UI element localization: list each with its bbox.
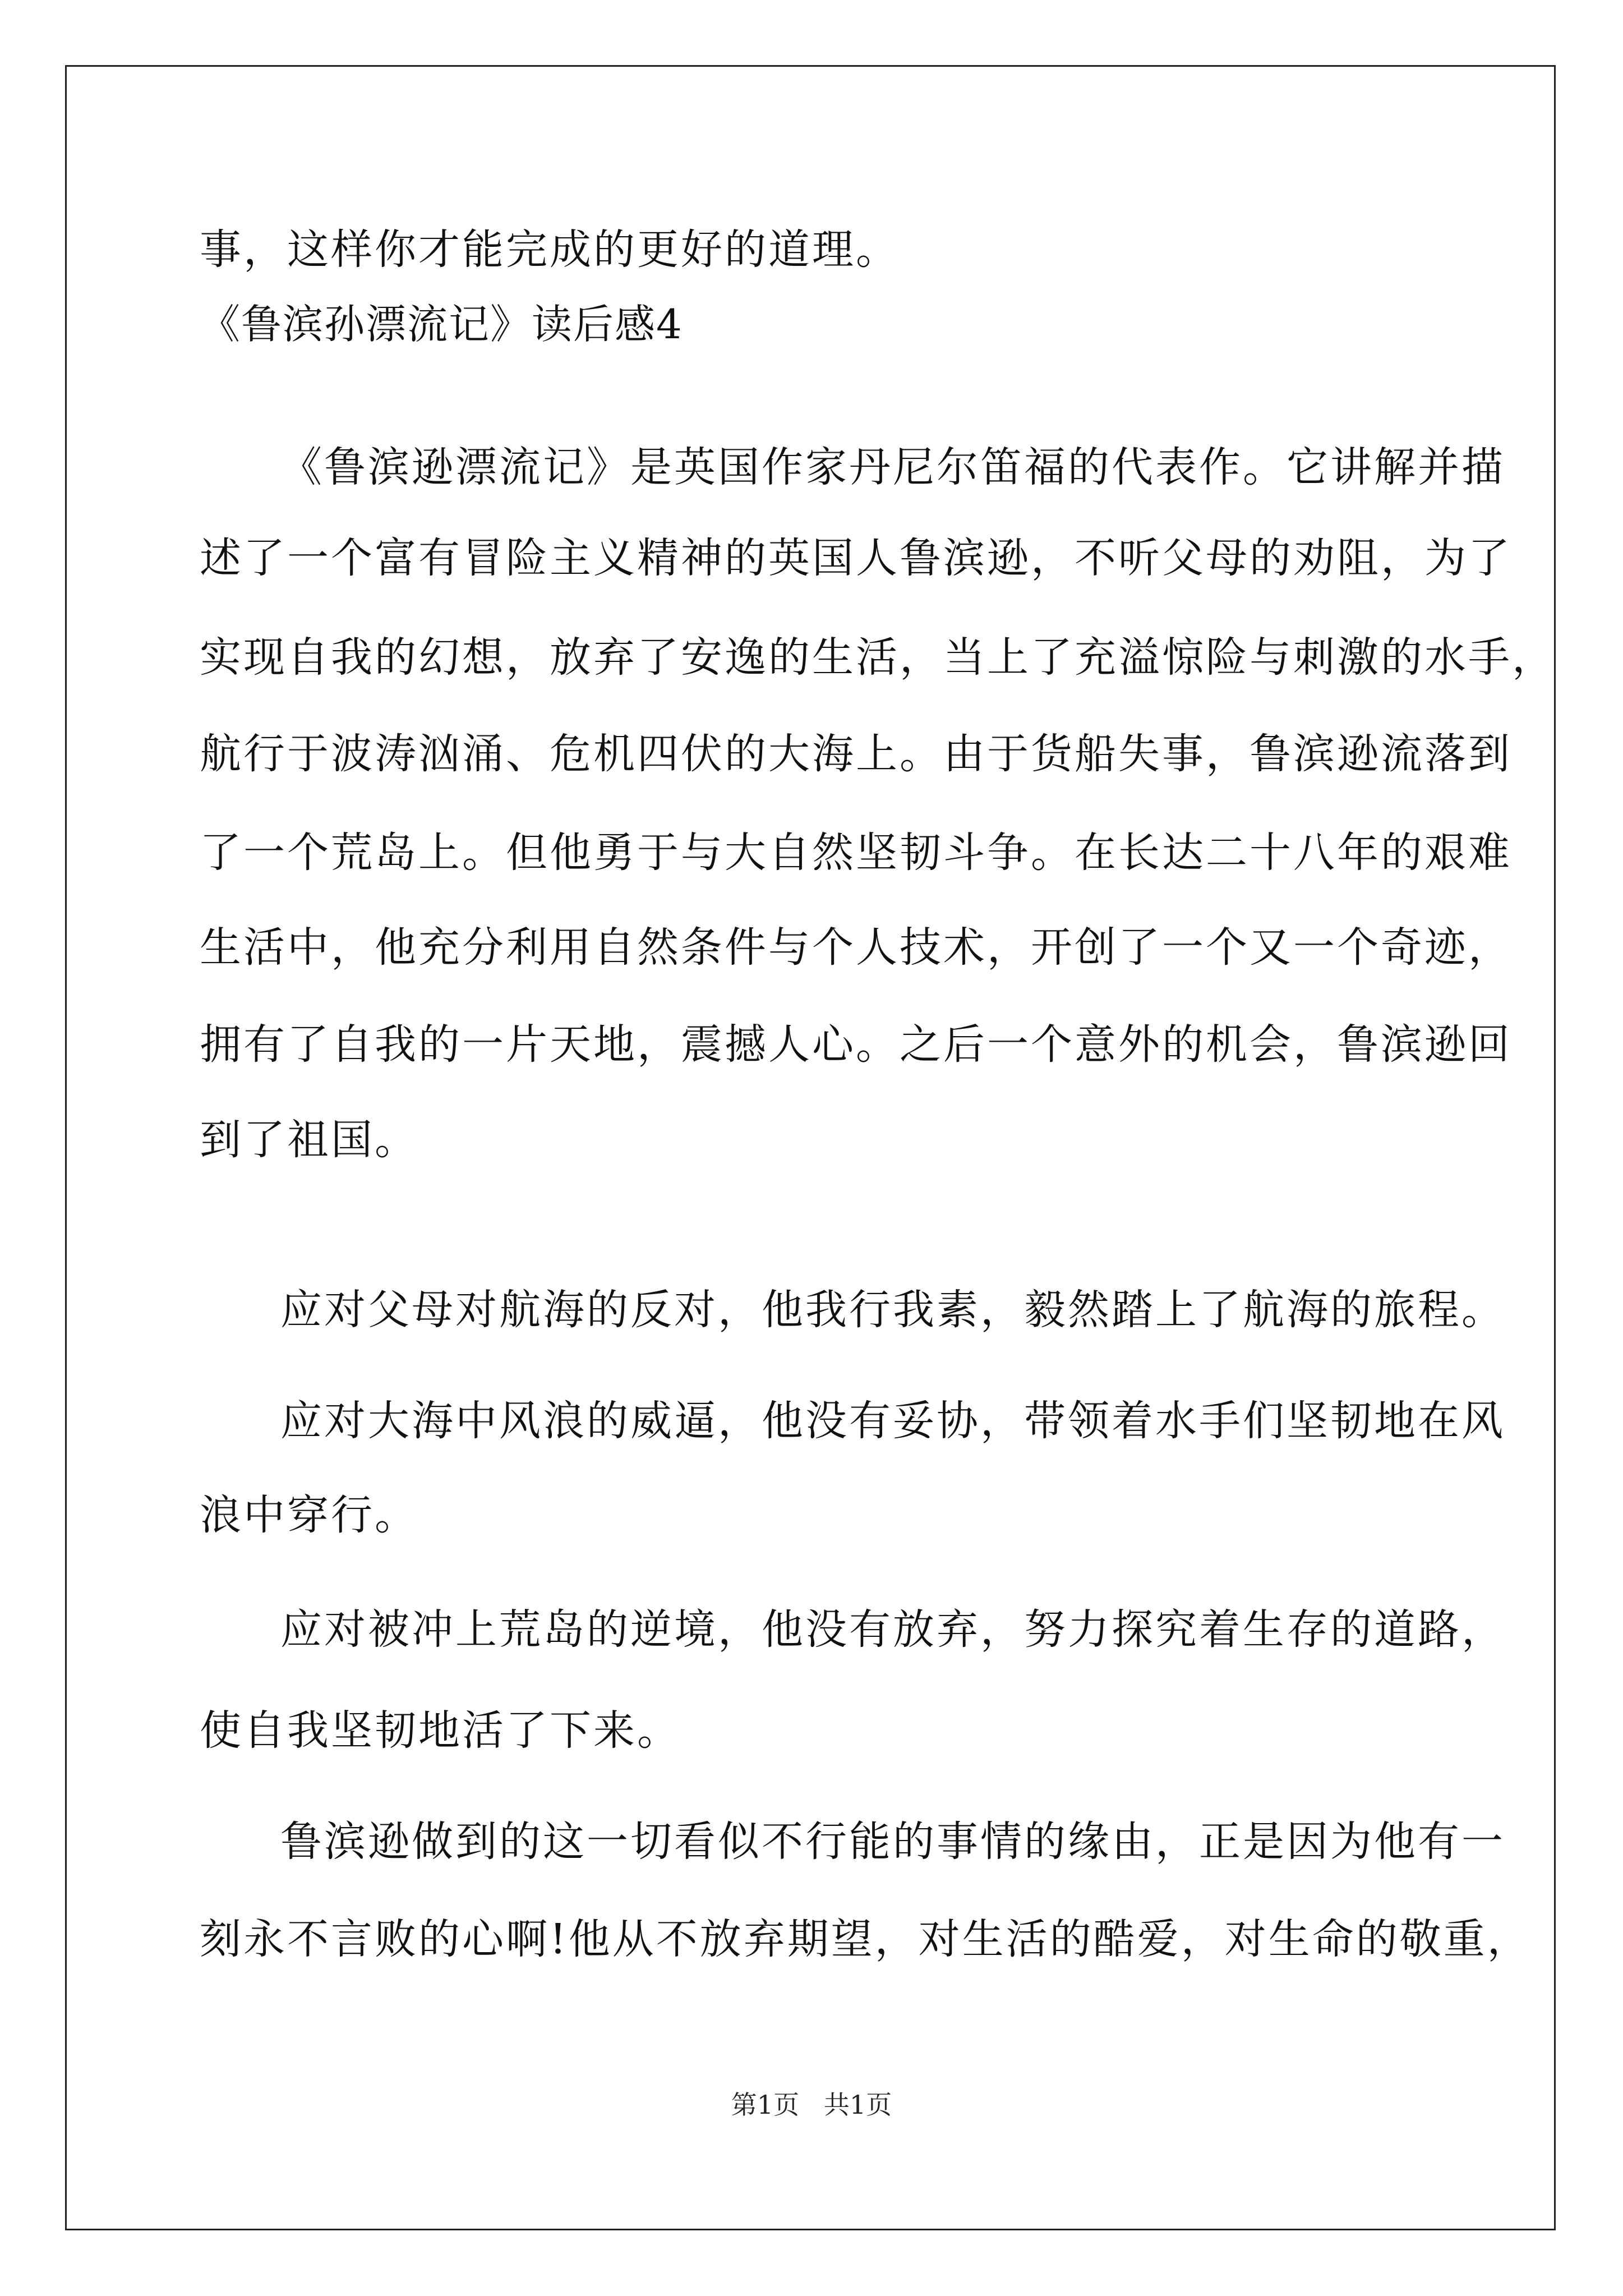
paragraph-line: 浪中穿行。 [200,1491,418,1539]
paragraph-line: 到了祖国。 [200,1116,418,1164]
paragraph-line: 应对被冲上荒岛的逆境，他没有放弃，努力探究着生存的道路， [280,1605,1505,1654]
paragraph-line: 刻永不言败的心啊!他从不放弃期望，对生活的酷爱，对生命的敬重， [200,1915,1531,1963]
paragraph-line: 拥有了自我的一片天地，震撼人心。之后一个意外的机会，鲁滨逊回 [200,1020,1512,1069]
paragraph-line: 了一个荒岛上。但他勇于与大自然坚韧斗争。在长达二十八年的艰难 [200,829,1512,877]
paragraph-line: 实现自我的幻想，放弃了安逸的生活，当上了充溢惊险与刺激的水手， [200,633,1556,682]
paragraph-line: 航行于波涛汹涌、危机四伏的大海上。由于货船失事，鲁滨逊流落到 [200,730,1512,778]
paragraph-line: 鲁滨逊做到的这一切看似不行能的事情的缘由，正是因为他有一 [280,1818,1505,1866]
paragraph-line: 使自我坚韧地活了下来。 [200,1706,681,1755]
paragraph-line: 应对父母对航海的反对，他我行我素，毅然踏上了航海的旅程。 [280,1286,1505,1334]
paragraph-line: 《鲁滨逊漂流记》是英国作家丹尼尔笛福的代表作。它讲解并描 [280,443,1505,491]
paragraph-line: 应对大海中风浪的威逼，他没有妥协，带领着水手们坚韧地在风 [280,1397,1505,1445]
paragraph-line: 事，这样你才能完成的更好的道理。 [200,226,900,274]
section-heading: 《鲁滨孙漂流记》读后感4 [200,301,683,348]
paragraph-line: 生活中，他充分利用自然条件与个人技术，开创了一个又一个奇迹， [200,923,1512,972]
page-number-footer: 第1页 共1页 [731,2090,892,2120]
paragraph-line: 述了一个富有冒险主义精神的英国人鲁滨逊，不听父母的劝阻，为了 [200,534,1512,582]
